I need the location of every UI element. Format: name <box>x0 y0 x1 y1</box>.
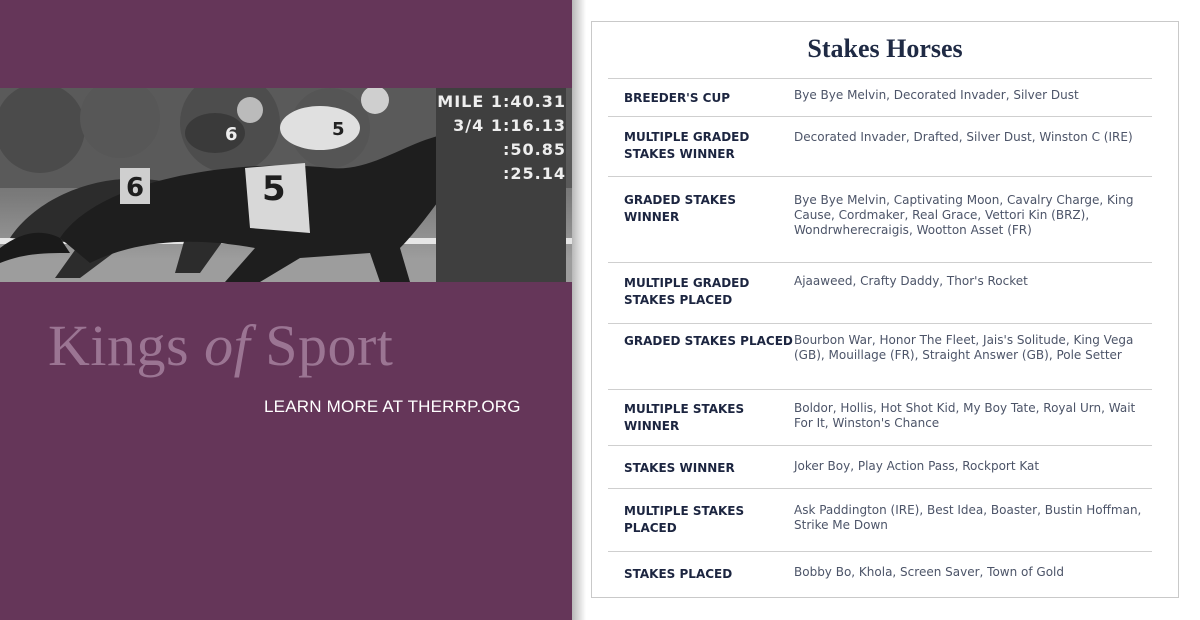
category-label: MULTIPLE GRADED STAKES PLACED <box>624 276 750 307</box>
promo-panel <box>0 0 572 620</box>
horse-list: Ajaaweed, Crafty Daddy, Thor's Rocket <box>794 274 1028 288</box>
kings-of-sport-heading: Kings of Sport <box>48 313 394 378</box>
category-label: MULTIPLE STAKES WINNER <box>624 402 745 433</box>
category-label: BREEDER'S CUP <box>624 91 731 105</box>
horse-list: Decorated Invader, Drafted, Silver Dust, Winston C (IRE) <box>794 130 1133 144</box>
horse-list: Joker Boy, Play Action Pass, Rockport Kat <box>794 459 1040 473</box>
table-row <box>608 79 1152 117</box>
table-row <box>608 263 1152 324</box>
table-row <box>608 177 1152 263</box>
table-row <box>608 552 1152 597</box>
tote-quarter: :25.14 <box>502 164 566 183</box>
learn-more-link[interactable]: LEARN MORE AT THERRP.ORG <box>264 397 521 416</box>
horse-list: Bye Bye Melvin, Captivating Moon, Cavalry Charge, King Cause, Cordmaker, Real Grace, Vettori Kin (BRZ), Wondrwherecraigis, Wootton Asset (FR) <box>794 193 1134 237</box>
horse-racing-photo <box>0 88 572 282</box>
table-row <box>608 446 1152 489</box>
horse-list: Boldor, Hollis, Hot Shot Kid, My Boy Tate, Royal Urn, Wait For It, Winston's Chance <box>794 401 1136 430</box>
svg-text:5: 5 <box>332 119 345 140</box>
table-row <box>608 324 1152 390</box>
category-label: MULTIPLE STAKES PLACED <box>624 504 745 535</box>
panel-shadow <box>572 0 586 620</box>
category-label: GRADED STAKES WINNER <box>624 193 736 224</box>
horse-list: Bobby Bo, Khola, Screen Saver, Town of Gold <box>794 565 1064 579</box>
category-label: STAKES WINNER <box>624 461 735 475</box>
horse-list: Bourbon War, Honor The Fleet, Jais's Solitude, King Vega (GB), Mouillage (FR), Straight Answer (GB), Pole Setter <box>794 333 1134 362</box>
front-jockey <box>280 106 360 150</box>
table-row <box>608 117 1152 177</box>
card-title: Stakes Horses <box>807 34 963 63</box>
table-row <box>608 489 1152 552</box>
horse-list: Bye Bye Melvin, Decorated Invader, Silver Dust <box>794 88 1079 102</box>
category-label: GRADED STAKES PLACED <box>624 334 793 348</box>
tote-three-quarter: 3/4 1:16.13 <box>453 116 566 135</box>
stakes-horses-card <box>591 21 1179 598</box>
category-label: MULTIPLE GRADED STAKES WINNER <box>624 130 750 161</box>
table-row <box>608 390 1152 446</box>
horse-list: Ask Paddington (IRE), Best Idea, Boaster, Bustin Hoffman, Strike Me Down <box>794 503 1142 532</box>
category-label: STAKES PLACED <box>624 567 733 581</box>
stakes-table <box>608 78 1152 597</box>
tote-mile: MILE 1:40.31 <box>437 92 566 111</box>
saddle-number: 5 <box>262 169 286 209</box>
tote-half: :50.85 <box>502 140 566 159</box>
svg-text:6: 6 <box>126 173 145 203</box>
svg-text:6: 6 <box>225 124 238 145</box>
